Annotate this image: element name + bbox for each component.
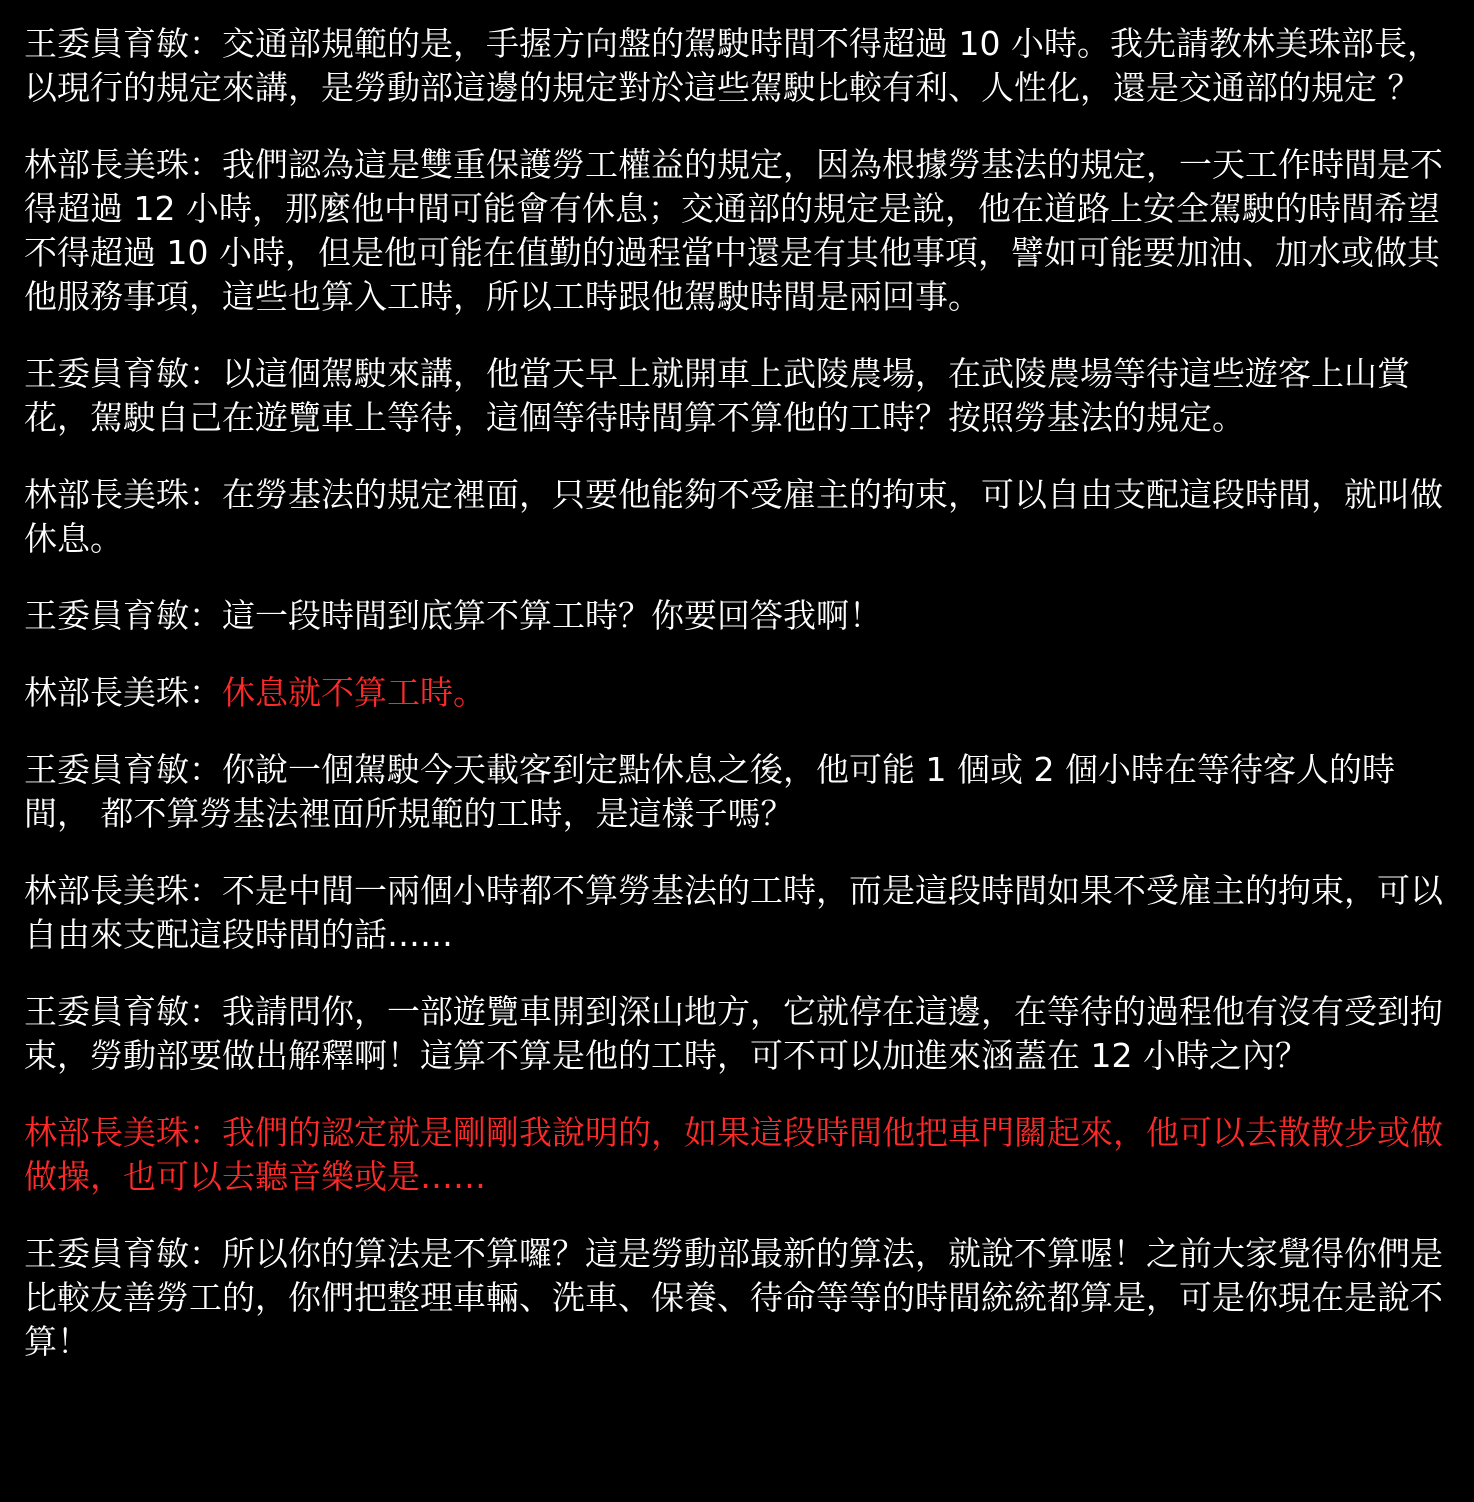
speaker-label: 王委員育敏：: [24, 992, 222, 1031]
transcript-paragraph: [24, 748, 1454, 836]
speaker-label: 林部長美珠：: [24, 871, 222, 910]
speaker-label: 王委員育敏：: [24, 354, 222, 393]
speech-text: 在勞基法的規定裡面，只要他能夠不受雇主的拘束，可以自由支配這段時間，就叫做休息。: [24, 475, 1443, 558]
transcript-paragraph: [24, 143, 1454, 319]
highlighted-speech-text: 休息就不算工時。: [222, 673, 486, 712]
speaker-label: 王委員育敏：: [24, 596, 222, 635]
highlighted-speech-text: 我們的認定就是剛剛我說明的，如果這段時間他把車門關起來，他可以去散散步或做做操，也可以去聽音樂或是……: [24, 1113, 1443, 1196]
speech-text: 這一段時間到底算不算工時？你要回答我啊！: [222, 596, 882, 635]
speech-text: 以這個駕駛來講，他當天早上就開車上武陵農場，在武陵農場等待這些遊客上山賞花，駕駛自己在遊覽車上等待，這個等待時間算不算他的工時？按照勞基法的規定。: [24, 354, 1410, 437]
speaker-label: 林部長美珠：: [24, 145, 222, 184]
speaker-label: 林部長美珠：: [24, 673, 222, 712]
speaker-label: 王委員育敏：: [24, 750, 222, 789]
speaker-label: 林部長美珠：: [24, 475, 222, 514]
speaker-label: 王委員育敏：: [24, 1234, 222, 1273]
speaker-label: 王委員育敏：: [24, 24, 222, 63]
highlighted-transcript-paragraph: [24, 1111, 1454, 1199]
transcript-paragraph: [24, 594, 1454, 638]
transcript-paragraph: [24, 22, 1454, 110]
transcript: [24, 22, 1454, 1397]
transcript-paragraph: [24, 869, 1454, 957]
speech-text: 我請問你，一部遊覽車開到深山地方，它就停在這邊，在等待的過程他有沒有受到拘束，勞動部要做出解釋啊！這算不算是他的工時，可不可以加進來涵蓋在 12 小時之內？: [24, 992, 1443, 1075]
transcript-paragraph: [24, 473, 1454, 561]
speech-text: 你說一個駕駛今天載客到定點休息之後，他可能 1 個或 2 個小時在等待客人的時間， 都不算勞基法裡面所規範的工時，是這樣子嗎？: [24, 750, 1395, 833]
transcript-paragraph: [24, 352, 1454, 440]
speaker-label: 林部長美珠：: [24, 1113, 222, 1152]
transcript-paragraph: [24, 671, 1454, 715]
transcript-paragraph: [24, 990, 1454, 1078]
speech-text: 不是中間一兩個小時都不算勞基法的工時，而是這段時間如果不受雇主的拘束，可以自由來支配這段時間的話……: [24, 871, 1443, 954]
speech-text: 所以你的算法是不算囉？這是勞動部最新的算法，就說不算喔！之前大家覺得你們是比較友善勞工的，你們把整理車輛、洗車、保養、待命等等的時間統統都算是，可是你現在是說不算！: [24, 1234, 1443, 1361]
speech-text: 交通部規範的是，手握方向盤的駕駛時間不得超過 10 小時。我先請教林美珠部長，以現行的規定來講，是勞動部這邊的規定對於這些駕駛比較有利、人性化，還是交通部的規定 ？: [24, 24, 1440, 107]
transcript-paragraph: [24, 1232, 1454, 1364]
speech-text: 我們認為這是雙重保護勞工權益的規定，因為根據勞基法的規定，一天工作時間是不得超過 12 小時，那麼他中間可能會有休息；交通部的規定是說，他在道路上安全駕駛的時間希望不得超過 10 小時，但是他可能在值勤的過程當中還是有其他事項，譬如可能要加油、加水或做其他服務事項，這些也算入工時，所以工時跟他駕駛時間是兩回事。: [24, 145, 1443, 316]
